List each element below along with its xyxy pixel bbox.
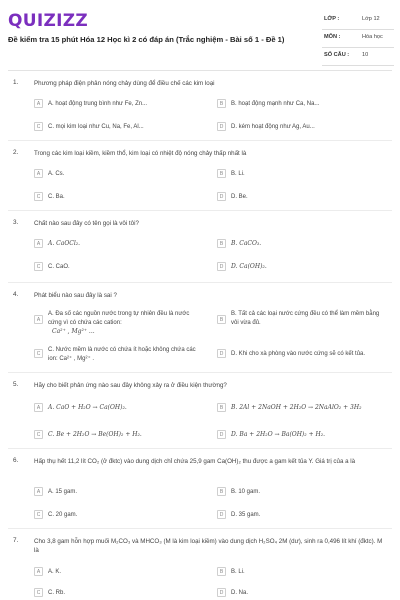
option-letter-box: A <box>34 169 43 178</box>
option-letter-box: D <box>217 510 226 519</box>
option-letter-box: A <box>34 239 43 248</box>
option-formula: Ca²⁺ , Mg²⁺ ... <box>52 328 95 335</box>
question-divider <box>8 448 392 449</box>
option-letter-box: A <box>34 403 43 412</box>
question-number: 5. <box>13 381 19 388</box>
option-letter-box: A <box>34 567 43 576</box>
option-text: B. 2Al + 2NaOH + 2H₂O → 2NaAlO₂ + 3H₂ <box>231 404 362 411</box>
meta-key: MÔN : <box>324 34 341 40</box>
question-divider <box>8 282 392 283</box>
meta-row-class <box>322 12 394 30</box>
option-text: D. 35 gam. <box>231 512 261 518</box>
question-text: Chất nào sau đây có tên gọi là vôi tôi? <box>34 220 139 227</box>
option-text: B. 10 gam. <box>231 489 261 495</box>
option-letter-box: D <box>217 192 226 201</box>
meta-row-subject <box>322 30 394 48</box>
question-number: 1. <box>13 79 19 86</box>
question-number: 4. <box>13 291 19 298</box>
worksheet-header <box>0 0 400 68</box>
question-text: Hấp thụ hết 11,2 lít CO₂ (ở đktc) vào dung dịch chỉ chứa 25,9 gam Ca(OH)₂ thu được a gam kết tủa Y. Giá trị của a là <box>34 458 356 465</box>
option-letter-box: D <box>217 588 226 597</box>
option-text: D. Khi cho xà phòng vào nước cứng sẽ có kết tủa. <box>231 351 366 357</box>
option-letter-box: D <box>217 349 226 358</box>
option-text: B. Li. <box>231 171 245 177</box>
option-letter-box: A <box>34 315 43 324</box>
question-number: 7. <box>13 537 19 544</box>
header-divider <box>8 70 392 71</box>
quizizz-logo: QUIZIZZ <box>8 11 88 31</box>
option-letter-box: D <box>217 430 226 439</box>
option-text: D. Na. <box>231 590 249 596</box>
question-number: 3. <box>13 219 19 226</box>
question-text: Cho 3,8 gam hỗn hợp muối M₂CO₃ và MHCO₃ (M là kim loại kiềm) vào dung dịch H₂SO₄ 2M (dư), sinh ra 0,496 lít khí (đktc). M là <box>34 538 383 554</box>
option-letter-box: B <box>217 239 226 248</box>
option-letter-box: B <box>217 315 226 324</box>
question-text: Hãy cho biết phản ứng nào sau đây không xảy ra ở điều kiện thường? <box>34 382 227 389</box>
meta-key: LỚP : <box>324 16 340 22</box>
option-letter-box: C <box>34 262 43 271</box>
option-text: A. CaO + H₂O → Ca(OH)₂. <box>48 404 127 411</box>
option-text: C. Ba. <box>48 194 65 200</box>
question-number: 2. <box>13 149 19 156</box>
option-text: B. CaCO₃. <box>231 240 262 247</box>
worksheet-title: Đề kiểm tra 15 phút Hóa 12 Học kì 2 có đáp án (Trắc nghiệm - Bài số 1 - Đề 1) <box>8 35 285 44</box>
question-divider <box>8 528 392 529</box>
option-text: A. CaOCl₂. <box>48 240 81 247</box>
option-text: A. 15 gam. <box>48 489 78 495</box>
question-text: Phương pháp điện phân nóng chảy dùng để điều chế các kim loại <box>34 80 215 87</box>
option-letter-box: B <box>217 99 226 108</box>
option-text: C. Rb. <box>48 590 66 596</box>
meta-row-count <box>322 48 394 66</box>
option-letter-box: C <box>34 510 43 519</box>
option-text: B. Tất cả các loại nước cứng đều có thể làm mềm bằng vôi vừa đủ. <box>231 311 380 326</box>
option-letter-box: C <box>34 122 43 131</box>
option-letter-box: C <box>34 192 43 201</box>
option-text: A. Cs. <box>48 171 65 177</box>
meta-value: Hóa học <box>362 34 383 40</box>
option-letter-box: D <box>217 262 226 271</box>
option-letter-box: C <box>34 588 43 597</box>
question-divider <box>8 210 392 211</box>
question-divider <box>8 372 392 373</box>
option-letter-box: B <box>217 403 226 412</box>
meta-value: 10 <box>362 52 369 58</box>
option-letter-box: B <box>217 487 226 496</box>
option-text: A. K. <box>48 569 62 575</box>
meta-value: Lớp 12 <box>362 16 380 22</box>
option-text: C. mọi kim loại như Cu, Na, Fe, Al... <box>48 124 144 130</box>
option-text: D. kém hoạt động như Ag, Au... <box>231 124 315 130</box>
meta-key: SỐ CÂU : <box>324 52 350 58</box>
option-text: B. hoạt động mạnh như Ca, Na... <box>231 101 320 107</box>
option-text: D. Ca(OH)₂. <box>231 263 267 270</box>
question-text: Phát biểu nào sau đây là sai ? <box>34 292 117 299</box>
option-letter-box: A <box>34 487 43 496</box>
question-divider <box>8 140 392 141</box>
option-text: B. Li. <box>231 569 245 575</box>
option-text: C. CaO. <box>48 264 70 270</box>
option-letter-box: C <box>34 349 43 358</box>
question-number: 6. <box>13 457 19 464</box>
option-letter-box: C <box>34 430 43 439</box>
worksheet-meta <box>322 12 394 66</box>
option-text: C. Nước mềm là nước có chứa ít hoặc không chứa các ion: Ca²⁺ , Mg²⁺ . <box>48 347 196 362</box>
option-text: D. Be. <box>231 194 248 200</box>
option-text: A. Đa số các nguồn nước trong tự nhiên đều là nước cứng vì có chứa các cation: <box>48 311 190 326</box>
option-letter-box: B <box>217 169 226 178</box>
option-text: C. Be + 2H₂O → Be(OH)₂ + H₂. <box>48 431 142 438</box>
option-letter-box: B <box>217 567 226 576</box>
option-letter-box: A <box>34 99 43 108</box>
option-letter-box: D <box>217 122 226 131</box>
option-text: D. Ba + 2H₂O → Ba(OH)₂ + H₂. <box>231 431 326 438</box>
option-text: C. 20 gam. <box>48 512 78 518</box>
question-text: Trong các kim loại kiềm, kiềm thổ, kim loại có nhiệt độ nóng chảy thấp nhất là <box>34 150 247 157</box>
option-text: A. hoạt động trung bình như Fe, Zn... <box>48 101 148 107</box>
